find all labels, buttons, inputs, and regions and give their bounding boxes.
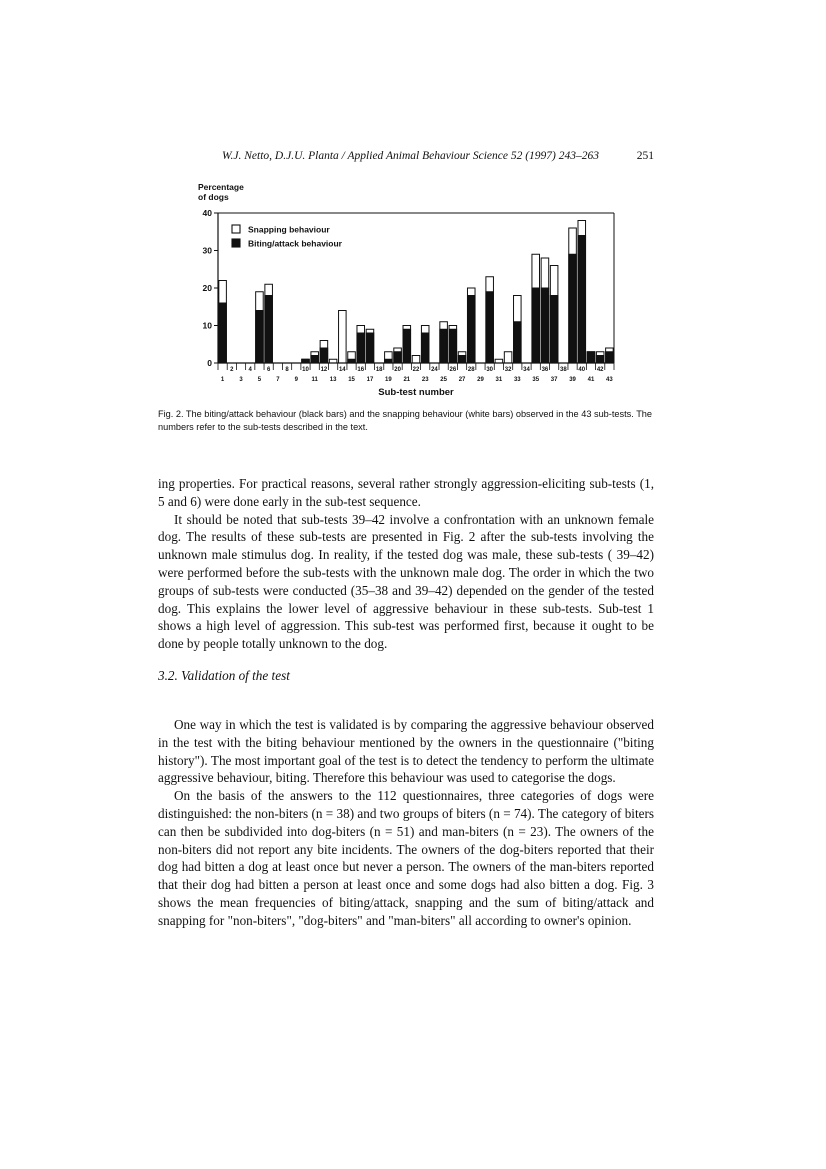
running-header (222, 150, 654, 162)
bar-biting-20 (394, 352, 402, 363)
x-tick-label-9: 9 (294, 377, 298, 383)
bar-biting-30 (486, 292, 494, 363)
y-axis-title-line: of dogs (198, 192, 229, 202)
legend-swatch-snapping (232, 225, 240, 233)
body-text-block-1 (158, 475, 654, 653)
x-tick-label-6: 6 (266, 367, 271, 373)
bar-biting-6 (265, 296, 273, 364)
bar-biting-12 (320, 348, 328, 363)
x-tick-label-15: 15 (348, 377, 355, 383)
bar-biting-1 (219, 303, 227, 363)
x-tick-label-36: 36 (541, 367, 549, 373)
x-tick-label-35: 35 (532, 377, 540, 383)
x-tick-labels-odd (221, 377, 613, 383)
x-tick-label-41: 41 (587, 377, 595, 383)
x-tick-label-38: 38 (560, 367, 567, 373)
bar-biting-27 (458, 356, 466, 364)
x-tick-label-43: 43 (606, 377, 613, 383)
x-tick-label-19: 19 (385, 377, 392, 383)
journal-citation: W.J. Netto, D.J.U. Planta / Applied Animal Behaviour Science 52 (1997) 243–263 (222, 150, 599, 162)
x-tick-label-29: 29 (477, 377, 484, 383)
x-tick-label-4: 4 (248, 367, 252, 373)
legend (232, 225, 343, 249)
x-tick-label-7: 7 (276, 377, 280, 383)
y-tick-label: 0 (207, 358, 212, 368)
x-tick-label-13: 13 (329, 377, 337, 383)
legend-swatch-biting (232, 239, 240, 247)
bar-biting-16 (357, 333, 365, 363)
bar-biting-35 (532, 288, 540, 363)
section-heading: 3.2. Validation of the test (158, 668, 290, 683)
x-tick-label-5: 5 (257, 377, 262, 383)
x-tick-label-10: 10 (302, 367, 309, 373)
bar-snapping-32 (504, 352, 512, 363)
x-tick-label-42: 42 (596, 367, 604, 373)
bar-biting-26 (449, 329, 457, 363)
bar-biting-33 (514, 322, 522, 363)
x-tick-label-2: 2 (230, 367, 234, 373)
bar-biting-43 (606, 352, 614, 363)
x-tick-label-16: 16 (357, 367, 365, 373)
x-tick-label-24: 24 (431, 367, 438, 373)
x-tick-label-25: 25 (440, 377, 447, 383)
x-tick-label-40: 40 (578, 367, 586, 373)
bar-biting-23 (421, 333, 429, 363)
x-tick-label-33: 33 (513, 377, 521, 383)
figure-caption: Fig. 2. The biting/attack behaviour (black bars) and the snapping behaviour (white bars) observed in the 43 sub-tests. The numbers refer to the sub-tests described in the text. (158, 409, 653, 432)
paragraph: ing properties. For practical reasons, several rather strongly aggression-eliciting sub-tests (1, 5 and 6) were done early in the sub-test sequence. (158, 476, 654, 509)
x-tick-label-27: 27 (458, 377, 466, 383)
bar-biting-25 (440, 329, 448, 363)
x-tick-label-1: 1 (220, 377, 225, 383)
x-tick-label-23: 23 (421, 377, 429, 383)
bar-biting-28 (467, 296, 475, 364)
x-tick-label-31: 31 (495, 377, 503, 383)
bar-biting-37 (550, 296, 558, 364)
page-number: 251 (636, 150, 654, 162)
bar-snapping-22 (412, 356, 420, 364)
x-tick-label-32: 32 (504, 367, 512, 373)
x-tick-label-37: 37 (550, 377, 558, 383)
x-tick-label-20: 20 (394, 367, 401, 373)
x-tick-label-12: 12 (320, 367, 328, 373)
bar-biting-36 (541, 288, 549, 363)
bar-biting-42 (596, 356, 604, 364)
x-tick-label-39: 39 (569, 377, 576, 383)
y-tick-label: 30 (202, 245, 212, 256)
bar-biting-41 (587, 352, 595, 363)
x-tick-label-8: 8 (285, 367, 289, 373)
bar-biting-17 (366, 333, 374, 363)
x-tick-label-18: 18 (375, 367, 383, 373)
x-tick-label-14: 14 (338, 367, 346, 373)
x-tick-labels-even (230, 367, 604, 373)
paragraph: On the basis of the answers to the 112 questionnaires, three categories of dogs were distinguished: the non-biters (n = 38) and two groups of biters (n = 74). The category of biters can then be subdivided into dog-biters (n = 51) and man-biters (n = 23). The owners of the non-biters did not report any bite incidents. The owners of the dog-biters reported that their dog had bitten a dog at least once but never a person. The owners of the man-biters reported that their dog had bitten a person at least once and some dogs had also bitten a dog. Fig. 3 shows the mean frequencies of biting/attack, snapping and the sum of biting/attack and snapping for "non-biters", "dog-biters" and "man-biters" all according to owner's opinion. (158, 788, 654, 928)
x-tick-label-3: 3 (239, 377, 243, 383)
x-tick-label-11: 11 (311, 377, 318, 383)
bar-biting-39 (569, 254, 577, 363)
body-text-block-2 (158, 716, 654, 930)
x-tick-label-22: 22 (412, 367, 420, 373)
bar-biting-40 (578, 236, 586, 364)
x-tick-label-30: 30 (486, 367, 494, 373)
x-axis-title: Sub-test number (378, 387, 454, 398)
bar-biting-21 (403, 329, 411, 363)
x-tick-label-26: 26 (449, 367, 457, 373)
y-axis-title (198, 182, 244, 202)
y-axis-title-line: Percentage (198, 182, 244, 192)
bar-biting-11 (311, 356, 319, 364)
x-tick-label-34: 34 (523, 367, 530, 373)
x-tick-label-21: 21 (403, 377, 411, 383)
legend-label-biting: Biting/attack behaviour (248, 238, 342, 249)
paragraph: It should be noted that sub-tests 39–42 involve a confrontation with an unknown female dog. The results of these sub-tests are presented in Fig. 2 after the sub-tests involving the unknown male stimulus dog. In reality, if the tested dog was male, these sub-tests ( 39–42) were performed before the sub-tests with the unknown male dog. The order in which the two groups of sub-tests were conducted (35–38 and 39–42) depended on the gender of the tested dog. This explains the lower level of aggressive behaviour in these sub-tests. Sub-test 1 shows a high level of aggression. This sub-test was performed first, because it ought to be done by people totally unknown to the dog. (158, 511, 654, 652)
y-tick-label: 10 (202, 320, 212, 331)
legend-label-snapping: Snapping behaviour (248, 224, 330, 235)
x-tick-label-28: 28 (467, 367, 475, 373)
y-tick-label: 40 (202, 208, 212, 218)
y-tick-label: 20 (202, 283, 212, 293)
x-tick-label-17: 17 (366, 377, 374, 383)
y-tick-labels (203, 208, 218, 368)
figure-2-bar-chart (190, 180, 630, 402)
bar-biting-5 (256, 311, 264, 364)
bar-snapping-14 (339, 311, 347, 364)
paragraph: One way in which the test is validated is by comparing the aggressive behaviour observed in the test with the biting behaviour mentioned by the owners in the questionnaire ("biting history"). The most important goal of the test is to detect the tendency to perform the ultimate aggressive behaviour, biting. Therefore this behaviour was used to categorise the dogs. (158, 717, 654, 786)
